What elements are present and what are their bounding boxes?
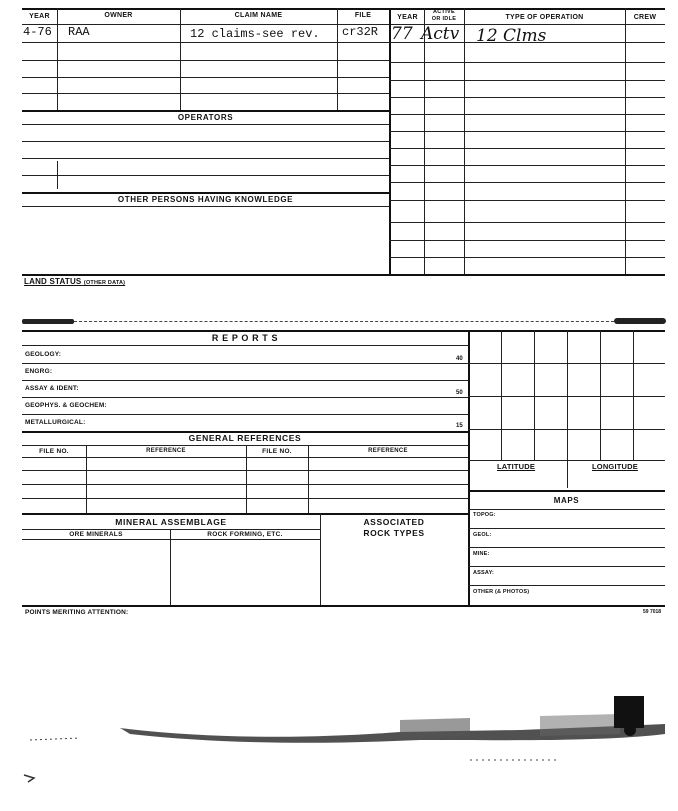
report-number-40: 40 — [456, 356, 463, 362]
general-references-heading: GENERAL REFERENCES — [188, 433, 302, 443]
ore-minerals-label: ORE MINERALS — [69, 531, 123, 538]
land-status-sub: (OTHER DATA) — [83, 280, 126, 286]
reports-heading: R E P O R T S — [211, 333, 279, 343]
handwritten-status: Actv — [421, 24, 460, 44]
ref-reference-2: REFERENCE — [368, 448, 408, 454]
report-geophys: GEOPHYS. & GEOCHEM: — [25, 402, 107, 409]
mineral-assemblage-heading: MINERAL ASSEMBLAGE — [115, 517, 227, 527]
col-crew: CREW — [633, 14, 657, 21]
col-type-of-operation: TYPE OF OPERATION — [505, 14, 584, 21]
entry-owner: RAA — [68, 25, 90, 39]
col-claim-name: CLAIM NAME — [234, 12, 283, 19]
rock-forming-label: ROCK FORMING, ETC. — [207, 531, 283, 538]
handwritten-year: 77 — [391, 24, 413, 44]
maps-other: OTHER (& PHOTOS) — [473, 589, 530, 595]
col-file: FILE — [354, 12, 372, 19]
report-number-15: 15 — [456, 423, 463, 429]
ref-file-no-1: FILE NO. — [39, 448, 69, 455]
entry-file: cr32R — [342, 25, 379, 39]
ref-file-no-2: FILE NO. — [262, 448, 292, 455]
handwritten-operation: 12 Clms — [476, 26, 547, 46]
col-active: ACTIVE — [433, 9, 455, 15]
scan-artifact-bottom — [0, 690, 678, 790]
col-year: YEAR — [29, 13, 50, 20]
land-status-label — [24, 277, 125, 286]
col-idle: OR IDLE — [431, 16, 457, 22]
report-engrg: ENGRG: — [25, 368, 53, 375]
ref-reference-1: REFERENCE — [146, 448, 186, 454]
maps-geol: GEOL: — [473, 532, 492, 538]
maps-mine: MINE: — [473, 551, 490, 557]
other-persons-heading: OTHER PERSONS HAVING KNOWLEDGE — [117, 195, 294, 204]
col-owner: OWNER — [104, 12, 133, 19]
longitude-label: LONGITUDE — [592, 462, 638, 471]
col-year-right: YEAR — [397, 14, 418, 21]
points-meriting-label: POINTS MERITING ATTENTION: — [25, 609, 129, 616]
entry-claim-name: 12 claims-see rev. — [190, 27, 320, 41]
report-number-50: 50 — [456, 390, 463, 396]
associated-heading: ASSOCIATED — [363, 517, 425, 527]
form-number: 59 7018 — [643, 609, 662, 615]
latitude-label: LATITUDE — [497, 462, 536, 471]
maps-assay: ASSAY: — [473, 570, 495, 576]
maps-topog: TOPOG: — [473, 512, 496, 518]
land-status-text: LAND STATUS — [24, 277, 82, 286]
report-assay: ASSAY & IDENT: — [25, 385, 79, 392]
operators-heading: OPERATORS — [177, 113, 234, 122]
entry-year: 4-76 — [23, 25, 52, 39]
report-geology: GEOLOGY: — [25, 351, 62, 358]
report-metallurgical: METALLURGICAL: — [25, 419, 86, 426]
rock-types-heading: ROCK TYPES — [363, 528, 425, 538]
scan-mark-right — [614, 318, 666, 324]
scan-mark-left — [22, 319, 74, 324]
maps-heading: MAPS — [553, 496, 580, 505]
